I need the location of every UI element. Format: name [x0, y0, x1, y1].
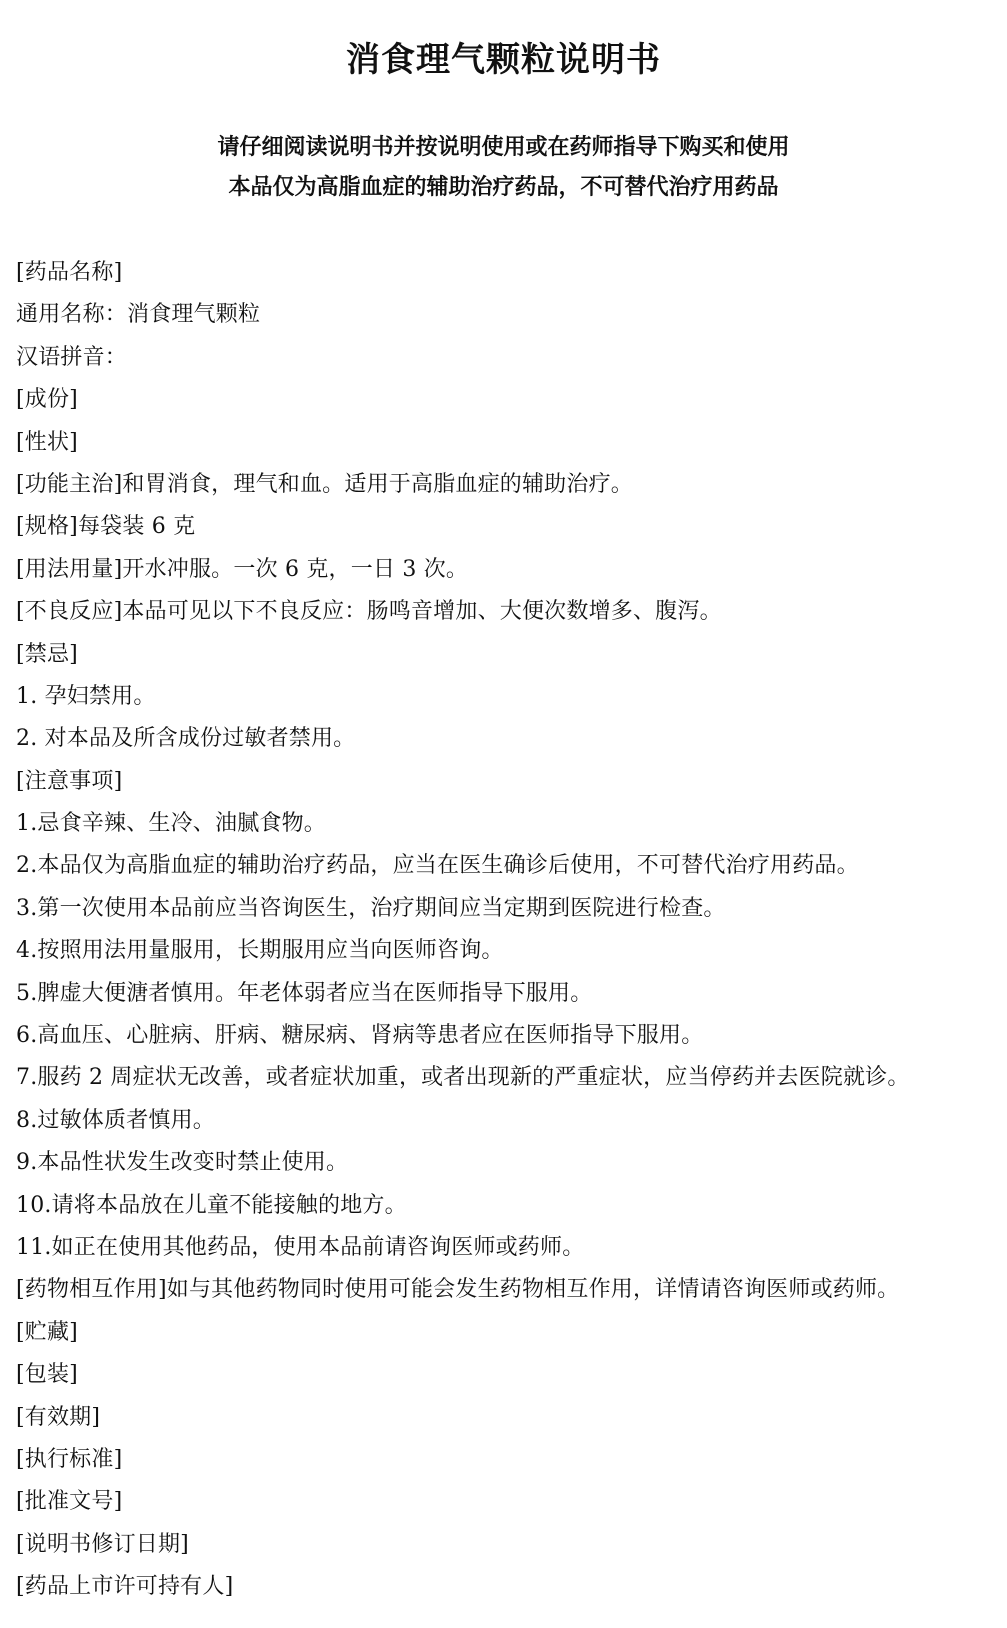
- notice-line-1: 请仔细阅读说明书并按说明使用或在药师指导下购买和使用: [217, 135, 790, 160]
- section-indications: [功能主治]和胃消食，理气和血。适用于高脂血症的辅助治疗。: [16, 471, 633, 497]
- section-drug-name: [药品名称]: [16, 260, 123, 285]
- notice-line-2: 本品仅为高脂血症的辅助治疗药品，不可替代治疗用药品: [228, 175, 779, 200]
- precaution-item: 7.服药 2 周症状无改善，或者症状加重，或者出现新的严重症状，应当停药并去医院就诊。: [16, 1065, 910, 1091]
- section-precautions: [注意事项]: [16, 768, 123, 794]
- section-approval-number: [批准文号]: [16, 1489, 123, 1515]
- section-storage: [贮藏]: [16, 1319, 78, 1345]
- document-body: [16, 252, 1001, 1609]
- precaution-item: 10.请将本品放在儿童不能接触的地方。: [16, 1192, 407, 1218]
- section-dosage: [用法用量]开水冲服。一次 6 克，一日 3 次。: [16, 556, 469, 582]
- precaution-item: 11.如正在使用其他药品，使用本品前请咨询医师或药师。: [16, 1234, 585, 1260]
- precaution-item: 4.按照用法用量服用，长期服用应当向医师咨询。: [16, 938, 504, 964]
- precaution-item: 2.本品仅为高脂血症的辅助治疗药品，应当在医生确诊后使用，不可替代治疗用药品。: [16, 853, 859, 879]
- section-description: [性状]: [16, 429, 78, 455]
- document-title: 消食理气颗粒说明书: [346, 40, 661, 80]
- generic-name-line: 通用名称：消食理气颗粒: [16, 302, 261, 328]
- contraindication-item: 2. 对本品及所含成份过敏者禁用。: [16, 726, 356, 752]
- precaution-item: 1.忌食辛辣、生冷、油腻食物。: [16, 811, 326, 837]
- section-contraindications: [禁忌]: [16, 641, 78, 667]
- precaution-item: 6.高血压、心脏病、肝病、糖尿病、肾病等患者应在医师指导下服用。: [16, 1023, 704, 1049]
- precaution-item: 3.第一次使用本品前应当咨询医生，治疗期间应当定期到医院进行检查。: [16, 895, 726, 921]
- precaution-item: 5.脾虚大便溏者慎用。年老体弱者应当在医师指导下服用。: [16, 980, 593, 1006]
- section-standard: [执行标准]: [16, 1446, 123, 1472]
- contraindication-item: 1. 孕妇禁用。: [16, 683, 156, 709]
- section-packaging: [包装]: [16, 1362, 78, 1388]
- section-ingredients: [成份]: [16, 387, 78, 413]
- section-license-holder: [药品上市许可持有人]: [16, 1574, 234, 1600]
- section-specification: [规格]每袋装 6 克: [16, 514, 196, 540]
- precaution-item: 8.过敏体质者慎用。: [16, 1107, 215, 1133]
- section-shelf-life: [有效期]: [16, 1404, 101, 1430]
- pinyin-line: 汉语拼音：: [16, 344, 128, 370]
- section-revision-date: [说明书修订日期]: [16, 1531, 189, 1557]
- section-drug-interactions: [药物相互作用]如与其他药物同时使用可能会发生药物相互作用，详情请咨询医师或药师。: [16, 1277, 900, 1303]
- section-adverse-reactions: [不良反应]本品可见以下不良反应：肠鸣音增加、大便次数增多、腹泻。: [16, 599, 722, 625]
- precaution-item: 9.本品性状发生改变时禁止使用。: [16, 1150, 349, 1176]
